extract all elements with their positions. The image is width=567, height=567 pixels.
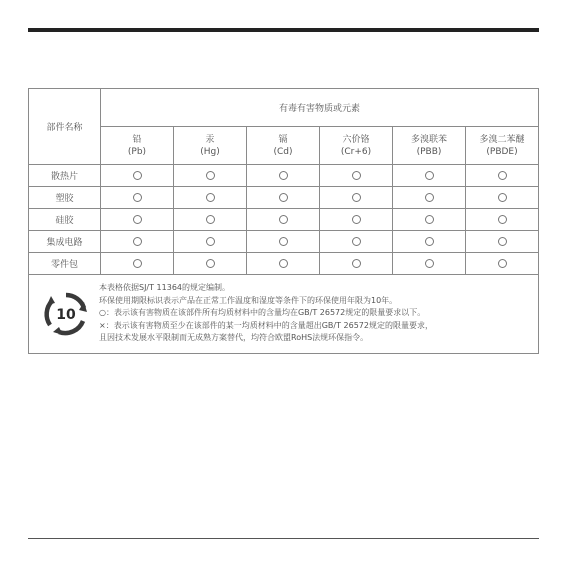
substance-compliance-cell xyxy=(101,231,174,253)
substance-symbol: (PBB) xyxy=(416,146,442,157)
environment-protection-use-period-icon xyxy=(43,291,89,337)
substance-name: 镉 xyxy=(278,134,288,145)
compliant-circle-mark xyxy=(425,193,434,202)
substance-header xyxy=(174,127,247,165)
substance-compliance-cell xyxy=(247,165,320,187)
part-name: 散热片 xyxy=(29,165,101,187)
substance-symbol: (Cd) xyxy=(273,146,293,157)
substance-compliance-cell xyxy=(174,253,247,275)
compliant-circle-mark xyxy=(425,171,434,180)
substance-compliance-cell xyxy=(101,209,174,231)
compliant-circle-mark xyxy=(279,171,288,180)
substance-compliance-cell xyxy=(320,253,393,275)
substance-compliance-cell xyxy=(466,253,539,275)
substance-compliance-cell xyxy=(320,209,393,231)
compliant-circle-mark xyxy=(498,259,507,268)
substance-compliance-cell xyxy=(247,253,320,275)
hazardous-substance-table xyxy=(28,88,539,354)
substance-compliance-cell xyxy=(466,231,539,253)
compliant-circle-mark xyxy=(279,215,288,224)
substance-compliance-cell xyxy=(174,231,247,253)
substance-compliance-cell xyxy=(101,187,174,209)
table-row xyxy=(29,165,539,187)
substance-compliance-cell xyxy=(466,187,539,209)
table-row xyxy=(29,187,539,209)
compliant-circle-mark xyxy=(206,237,215,246)
substance-header xyxy=(466,127,539,165)
compliant-circle-mark xyxy=(352,259,361,268)
notes-cell xyxy=(29,275,539,354)
substance-name: 汞 xyxy=(205,134,215,145)
substance-compliance-cell xyxy=(101,253,174,275)
notes xyxy=(99,282,433,345)
substance-compliance-cell xyxy=(101,165,174,187)
substance-symbol: (PBDE) xyxy=(486,146,518,157)
compliant-circle-mark xyxy=(206,215,215,224)
substance-compliance-cell xyxy=(247,231,320,253)
part-name-header: 部件名称 xyxy=(29,89,101,165)
compliant-circle-mark xyxy=(352,171,361,180)
compliant-circle-mark xyxy=(133,259,142,268)
substance-symbol: (Pb) xyxy=(127,146,147,157)
substance-compliance-cell xyxy=(393,165,466,187)
compliant-circle-mark xyxy=(133,171,142,180)
substance-group-header: 有毒有害物质或元素 xyxy=(101,89,539,127)
part-name: 集成电路 xyxy=(29,231,101,253)
compliant-circle-mark xyxy=(279,193,288,202)
substance-header xyxy=(393,127,466,165)
note-line: 本表格依据SJ/T 11364的规定编制。 xyxy=(99,283,231,292)
substance-compliance-cell xyxy=(247,209,320,231)
substance-compliance-cell xyxy=(393,209,466,231)
substance-compliance-cell xyxy=(320,187,393,209)
compliant-circle-mark xyxy=(352,193,361,202)
substance-header xyxy=(247,127,320,165)
substance-compliance-cell xyxy=(247,187,320,209)
part-name: 零件包 xyxy=(29,253,101,275)
compliant-circle-mark xyxy=(206,193,215,202)
substance-compliance-cell xyxy=(393,231,466,253)
note-line: 环保使用期限标识表示产品在正常工作温度和湿度等条件下的环保使用年限为10年。 xyxy=(99,295,398,305)
compliant-circle-mark xyxy=(425,237,434,246)
substance-compliance-cell xyxy=(174,209,247,231)
compliant-circle-mark xyxy=(498,171,507,180)
note-line: ○：表示该有害物质在该部件所有均质材料中的含量均在GB/T 26572规定的限量要求以下。 xyxy=(99,308,426,317)
compliant-circle-mark xyxy=(133,237,142,246)
compliant-circle-mark xyxy=(352,237,361,246)
compliant-circle-mark xyxy=(206,259,215,268)
substance-name: 多溴二苯醚 xyxy=(479,134,525,145)
note-line: 且因技术发展水平限制而无成熟方案替代，均符合欧盟RoHS法规环保指令。 xyxy=(99,333,369,342)
compliant-circle-mark xyxy=(279,237,288,246)
table-row xyxy=(29,253,539,275)
substance-compliance-cell xyxy=(466,209,539,231)
compliant-circle-mark xyxy=(133,215,142,224)
substance-compliance-cell xyxy=(466,165,539,187)
compliant-circle-mark xyxy=(498,193,507,202)
compliant-circle-mark xyxy=(498,237,507,246)
compliant-circle-mark xyxy=(352,215,361,224)
substance-header-row xyxy=(29,127,539,165)
top-rule xyxy=(28,28,539,32)
substance-compliance-cell xyxy=(320,231,393,253)
note-line: ×：表示该有害物质至少在该部件的某一均质材料中的含量超出GB/T 26572规定的限量要求， xyxy=(99,320,433,330)
compliant-circle-mark xyxy=(425,259,434,268)
substance-name: 多溴联苯 xyxy=(410,134,447,145)
substance-compliance-cell xyxy=(320,165,393,187)
substance-name: 铅 xyxy=(132,134,142,145)
compliant-circle-mark xyxy=(206,171,215,180)
substance-compliance-cell xyxy=(393,187,466,209)
compliant-circle-mark xyxy=(498,215,507,224)
substance-compliance-cell xyxy=(174,165,247,187)
substance-compliance-cell xyxy=(393,253,466,275)
substance-symbol: (Hg) xyxy=(200,146,220,157)
epup-years: 10 xyxy=(56,307,76,323)
bottom-rule xyxy=(28,538,539,539)
table-row xyxy=(29,209,539,231)
part-name: 塑胶 xyxy=(29,187,101,209)
compliant-circle-mark xyxy=(133,193,142,202)
compliant-circle-mark xyxy=(279,259,288,268)
substance-compliance-cell xyxy=(174,187,247,209)
substance-symbol: (Cr+6) xyxy=(340,146,372,157)
substance-name: 六价铬 xyxy=(342,134,370,145)
compliant-circle-mark xyxy=(425,215,434,224)
table-row xyxy=(29,231,539,253)
substance-header xyxy=(320,127,393,165)
substance-header xyxy=(101,127,174,165)
part-name: 硅胶 xyxy=(29,209,101,231)
